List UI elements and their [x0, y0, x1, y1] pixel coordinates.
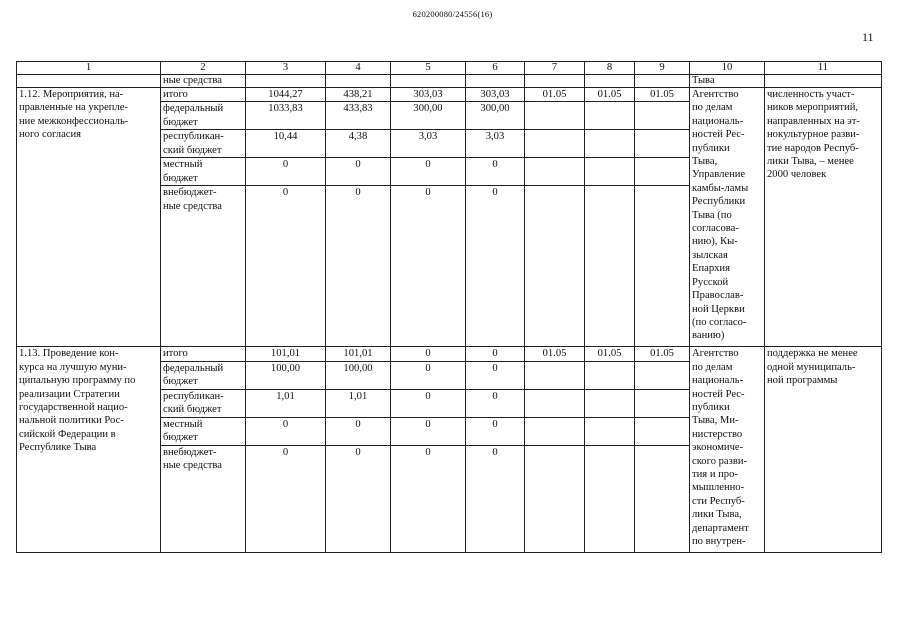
amount-cell: 0 [246, 158, 326, 186]
amount-cell: 0 [246, 417, 326, 445]
funding-source: ные средства [161, 75, 246, 88]
amount-cell: 0 [326, 445, 391, 552]
term-cell [525, 102, 585, 130]
funding-source: республикан- ский бюджет [161, 389, 246, 417]
amount-cell: 0 [391, 361, 466, 389]
term-cell: 01.05 [525, 88, 585, 102]
amount-cell: 100,00 [326, 361, 391, 389]
header-cell: 5 [391, 62, 466, 75]
amount-cell: 4,38 [326, 130, 391, 158]
header-cell: 9 [635, 62, 690, 75]
funding-source: федеральный бюджет [161, 102, 246, 130]
header-cell: 8 [585, 62, 635, 75]
term-cell [585, 445, 635, 552]
amount-cell: 0 [466, 389, 525, 417]
cell [246, 75, 326, 88]
header-cell: 11 [765, 62, 882, 75]
term-cell: 01.05 [635, 88, 690, 102]
measure-name: 1.12. Мероприятия, на- правленные на укрепле- ние межконфессиональ- ного согласия [17, 88, 161, 347]
table-row [17, 347, 882, 361]
cell [585, 75, 635, 88]
term-cell [525, 130, 585, 158]
funding-source: итого [161, 88, 246, 102]
measure-name: 1.13. Проведение кон- курса на лучшую муни- ципальную программу по реализации Стратегии государственной нацио- нальной политики Рос- сийской Федерации в Республике Тыва [17, 347, 161, 552]
term-cell: 01.05 [585, 88, 635, 102]
funding-source: местный бюджет [161, 417, 246, 445]
term-cell [635, 158, 690, 186]
term-cell [525, 417, 585, 445]
header-cell: 7 [525, 62, 585, 75]
term-cell [635, 186, 690, 347]
term-cell [635, 417, 690, 445]
funding-source: внебюджет- ные средства [161, 445, 246, 552]
document-id: 620200080/24556(16) [412, 9, 493, 19]
term-cell: 01.05 [585, 347, 635, 361]
amount-cell: 0 [466, 347, 525, 361]
term-cell: 01.05 [635, 347, 690, 361]
amount-cell: 0 [391, 389, 466, 417]
term-cell [525, 186, 585, 347]
expected-result: численность участ- ников мероприятий, направленных на эт- нокультурное разви- тие народов Респуб- лики Тыва, – менее 2000 человек [765, 88, 882, 347]
amount-cell: 0 [466, 186, 525, 347]
amount-cell: 300,00 [466, 102, 525, 130]
term-cell [525, 361, 585, 389]
header-row [17, 62, 882, 75]
cell [635, 75, 690, 88]
amount-cell: 303,03 [466, 88, 525, 102]
term-cell [585, 102, 635, 130]
term-cell [635, 130, 690, 158]
amount-cell: 3,03 [391, 130, 466, 158]
term-cell [635, 389, 690, 417]
term-cell [585, 417, 635, 445]
amount-cell: 1033,83 [246, 102, 326, 130]
header-cell: 4 [326, 62, 391, 75]
term-cell [585, 361, 635, 389]
term-cell [585, 186, 635, 347]
cell [765, 75, 882, 88]
amount-cell: 0 [326, 186, 391, 347]
amount-cell: 303,03 [391, 88, 466, 102]
funding-source: внебюджет- ные средства [161, 186, 246, 347]
amount-cell: 300,00 [391, 102, 466, 130]
amount-cell: 0 [466, 445, 525, 552]
amount-cell: 0 [466, 361, 525, 389]
amount-cell: 0 [391, 347, 466, 361]
amount-cell: 1044,27 [246, 88, 326, 102]
amount-cell: 3,03 [466, 130, 525, 158]
term-cell [585, 158, 635, 186]
amount-cell: 0 [391, 417, 466, 445]
amount-cell: 0 [391, 445, 466, 552]
amount-cell: 0 [246, 445, 326, 552]
amount-cell: 0 [326, 417, 391, 445]
amount-cell: 0 [466, 417, 525, 445]
executor: Агентство по делам националь- ностей Рес- публики Тыва, Управление камбы-ламы Республики Тыва (по согласова- нию), Кы- зылская Епархия Русской Православ- ной Церкви (по согласо- ванию) [690, 88, 765, 347]
cell [466, 75, 525, 88]
amount-cell: 0 [246, 186, 326, 347]
amount-cell: 0 [391, 158, 466, 186]
header-cell: 2 [161, 62, 246, 75]
executor: Тыва [690, 75, 765, 88]
term-cell [525, 389, 585, 417]
term-cell [635, 102, 690, 130]
funding-source: местный бюджет [161, 158, 246, 186]
amount-cell: 1,01 [326, 389, 391, 417]
amount-cell: 101,01 [246, 347, 326, 361]
term-cell [585, 389, 635, 417]
executor: Агентство по делам националь- ностей Рес- публики Тыва, Ми- нистерство экономиче- ского разви- тия и про- мышленно- сти Респуб- лики Тыва, департамент по внутрен- [690, 347, 765, 552]
amount-cell: 1,01 [246, 389, 326, 417]
continuation-row [17, 75, 882, 88]
amount-cell: 101,01 [326, 347, 391, 361]
term-cell [635, 445, 690, 552]
funding-source: итого [161, 347, 246, 361]
amount-cell: 433,83 [326, 102, 391, 130]
cell [525, 75, 585, 88]
amount-cell: 10,44 [246, 130, 326, 158]
funding-source: республикан- ский бюджет [161, 130, 246, 158]
amount-cell: 438,21 [326, 88, 391, 102]
cell [17, 75, 161, 88]
header-cell: 6 [466, 62, 525, 75]
amount-cell: 0 [466, 158, 525, 186]
funding-source: федеральный бюджет [161, 361, 246, 389]
header-cell: 10 [690, 62, 765, 75]
expected-result: поддержка не менее одной муниципаль- ной программы [765, 347, 882, 552]
header-cell: 1 [17, 62, 161, 75]
term-cell [525, 158, 585, 186]
term-cell: 01.05 [525, 347, 585, 361]
amount-cell: 0 [391, 186, 466, 347]
header-cell: 3 [246, 62, 326, 75]
cell [391, 75, 466, 88]
program-table [16, 61, 882, 553]
cell [326, 75, 391, 88]
page-number: 11 [862, 30, 874, 44]
table-row [17, 88, 882, 102]
term-cell [525, 445, 585, 552]
amount-cell: 0 [326, 158, 391, 186]
term-cell [585, 130, 635, 158]
amount-cell: 100,00 [246, 361, 326, 389]
term-cell [635, 361, 690, 389]
